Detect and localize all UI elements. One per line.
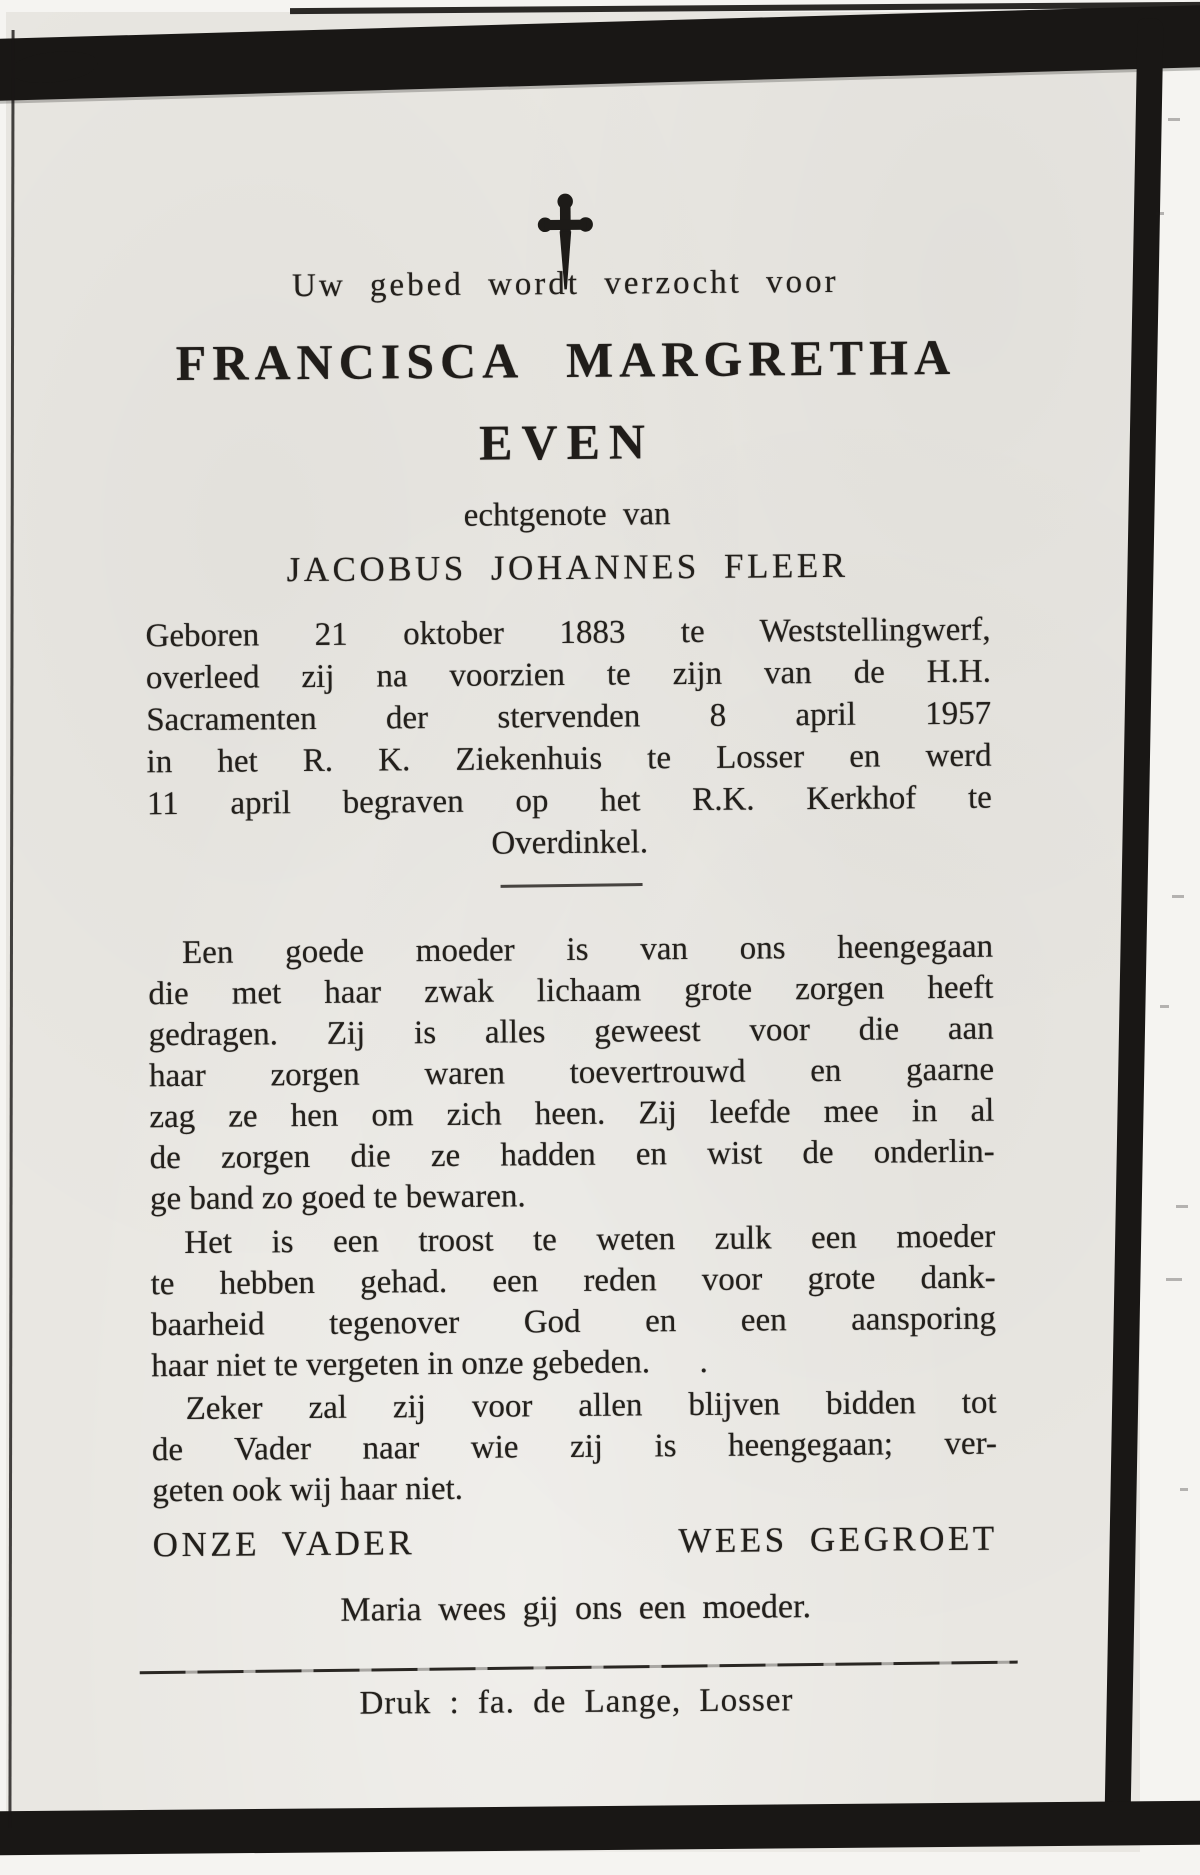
card-content: [0, 8, 1147, 1857]
scan-artifact: [1180, 1488, 1188, 1491]
text-line: ge band zo goed te bewaren.: [149, 1178, 526, 1218]
prayers-row: [153, 1519, 998, 1566]
text-line: Geboren 21 oktober 1883 te Weststellingwerf,: [145, 611, 991, 655]
text-line: 11 april begraven op het R.K. Kerkhof te: [146, 779, 993, 823]
text-line: die met haar zwak lichaam grote zorgen heeft: [148, 969, 994, 1013]
prayer-onze-vader: ONZE VADER: [152, 1523, 416, 1565]
card-paper: [6, 12, 1140, 1852]
spouse-name: JACOBUS JOHANNES FLEER: [286, 545, 849, 590]
text-line: Sacramenten der stervenden 8 april 1957: [146, 695, 992, 739]
footer-rule: [140, 1661, 1018, 1675]
text-line: gedragen. Zij is alles geweest voor die aan: [148, 1010, 994, 1054]
maria-invocation: Maria wees gij ons een moeder.: [340, 1588, 812, 1629]
text-line: haar niet te vergeten in onze gebeden. .: [151, 1343, 708, 1385]
memorial-paragraph-3: [152, 1383, 998, 1513]
text-line: Zeker zal zij voor allen blijven bidden tot: [185, 1384, 997, 1428]
text-line: in het R. K. Ziekenhuis te Losser en werd: [146, 737, 992, 781]
text-line: baarheid tegenover God en een aansporing: [150, 1300, 997, 1344]
printer-credit: Druk : fa. de Lange, Losser: [359, 1682, 794, 1722]
text-line: geten ook wij haar niet.: [152, 1470, 464, 1510]
scan-artifact: [1156, 212, 1164, 215]
section-divider: [501, 883, 643, 888]
deceased-name-line1: FRANCISCA MARGRETHA: [175, 328, 957, 392]
text-line: te hebben gehad. een reden voor grote dank-: [150, 1259, 996, 1303]
scan-artifact: [1168, 118, 1180, 121]
relation-line: echtgenote van: [463, 496, 671, 534]
scan-artifact: [1172, 895, 1184, 898]
scan-artifact: [1176, 1205, 1188, 1208]
text-line: zag ze hen om zich heen. Zij leefde mee in al: [149, 1092, 995, 1136]
text-line: overleed zij na voorzien te zijn van de H.H.: [145, 653, 992, 697]
text-line: Het is een troost te weten zulk een moeder: [184, 1218, 996, 1262]
text-line: de Vader naar wie zij is heengegaan; ver-: [151, 1425, 998, 1469]
text-line: Een goede moeder is van ons heengegaan: [181, 928, 994, 972]
text-line: Overdinkel.: [491, 824, 649, 862]
deceased-name-line2: EVEN: [478, 413, 655, 471]
biography-paragraph: [145, 609, 992, 868]
text-line: haar zorgen waren toevertrouwd en gaarne: [148, 1051, 995, 1095]
text-line: de zorgen die ze hadden en wist de onderlin-: [149, 1133, 995, 1177]
memorial-paragraph-2: [150, 1217, 996, 1388]
memorial-paragraph-1: [148, 927, 995, 1221]
scan-artifact: [1160, 1005, 1169, 1008]
intro-line: Uw gebed wordt verzocht voor: [291, 263, 839, 305]
scan-artifact: [1166, 1278, 1182, 1281]
prayer-wees-gegroet: WEES GEGROET: [678, 1518, 998, 1561]
